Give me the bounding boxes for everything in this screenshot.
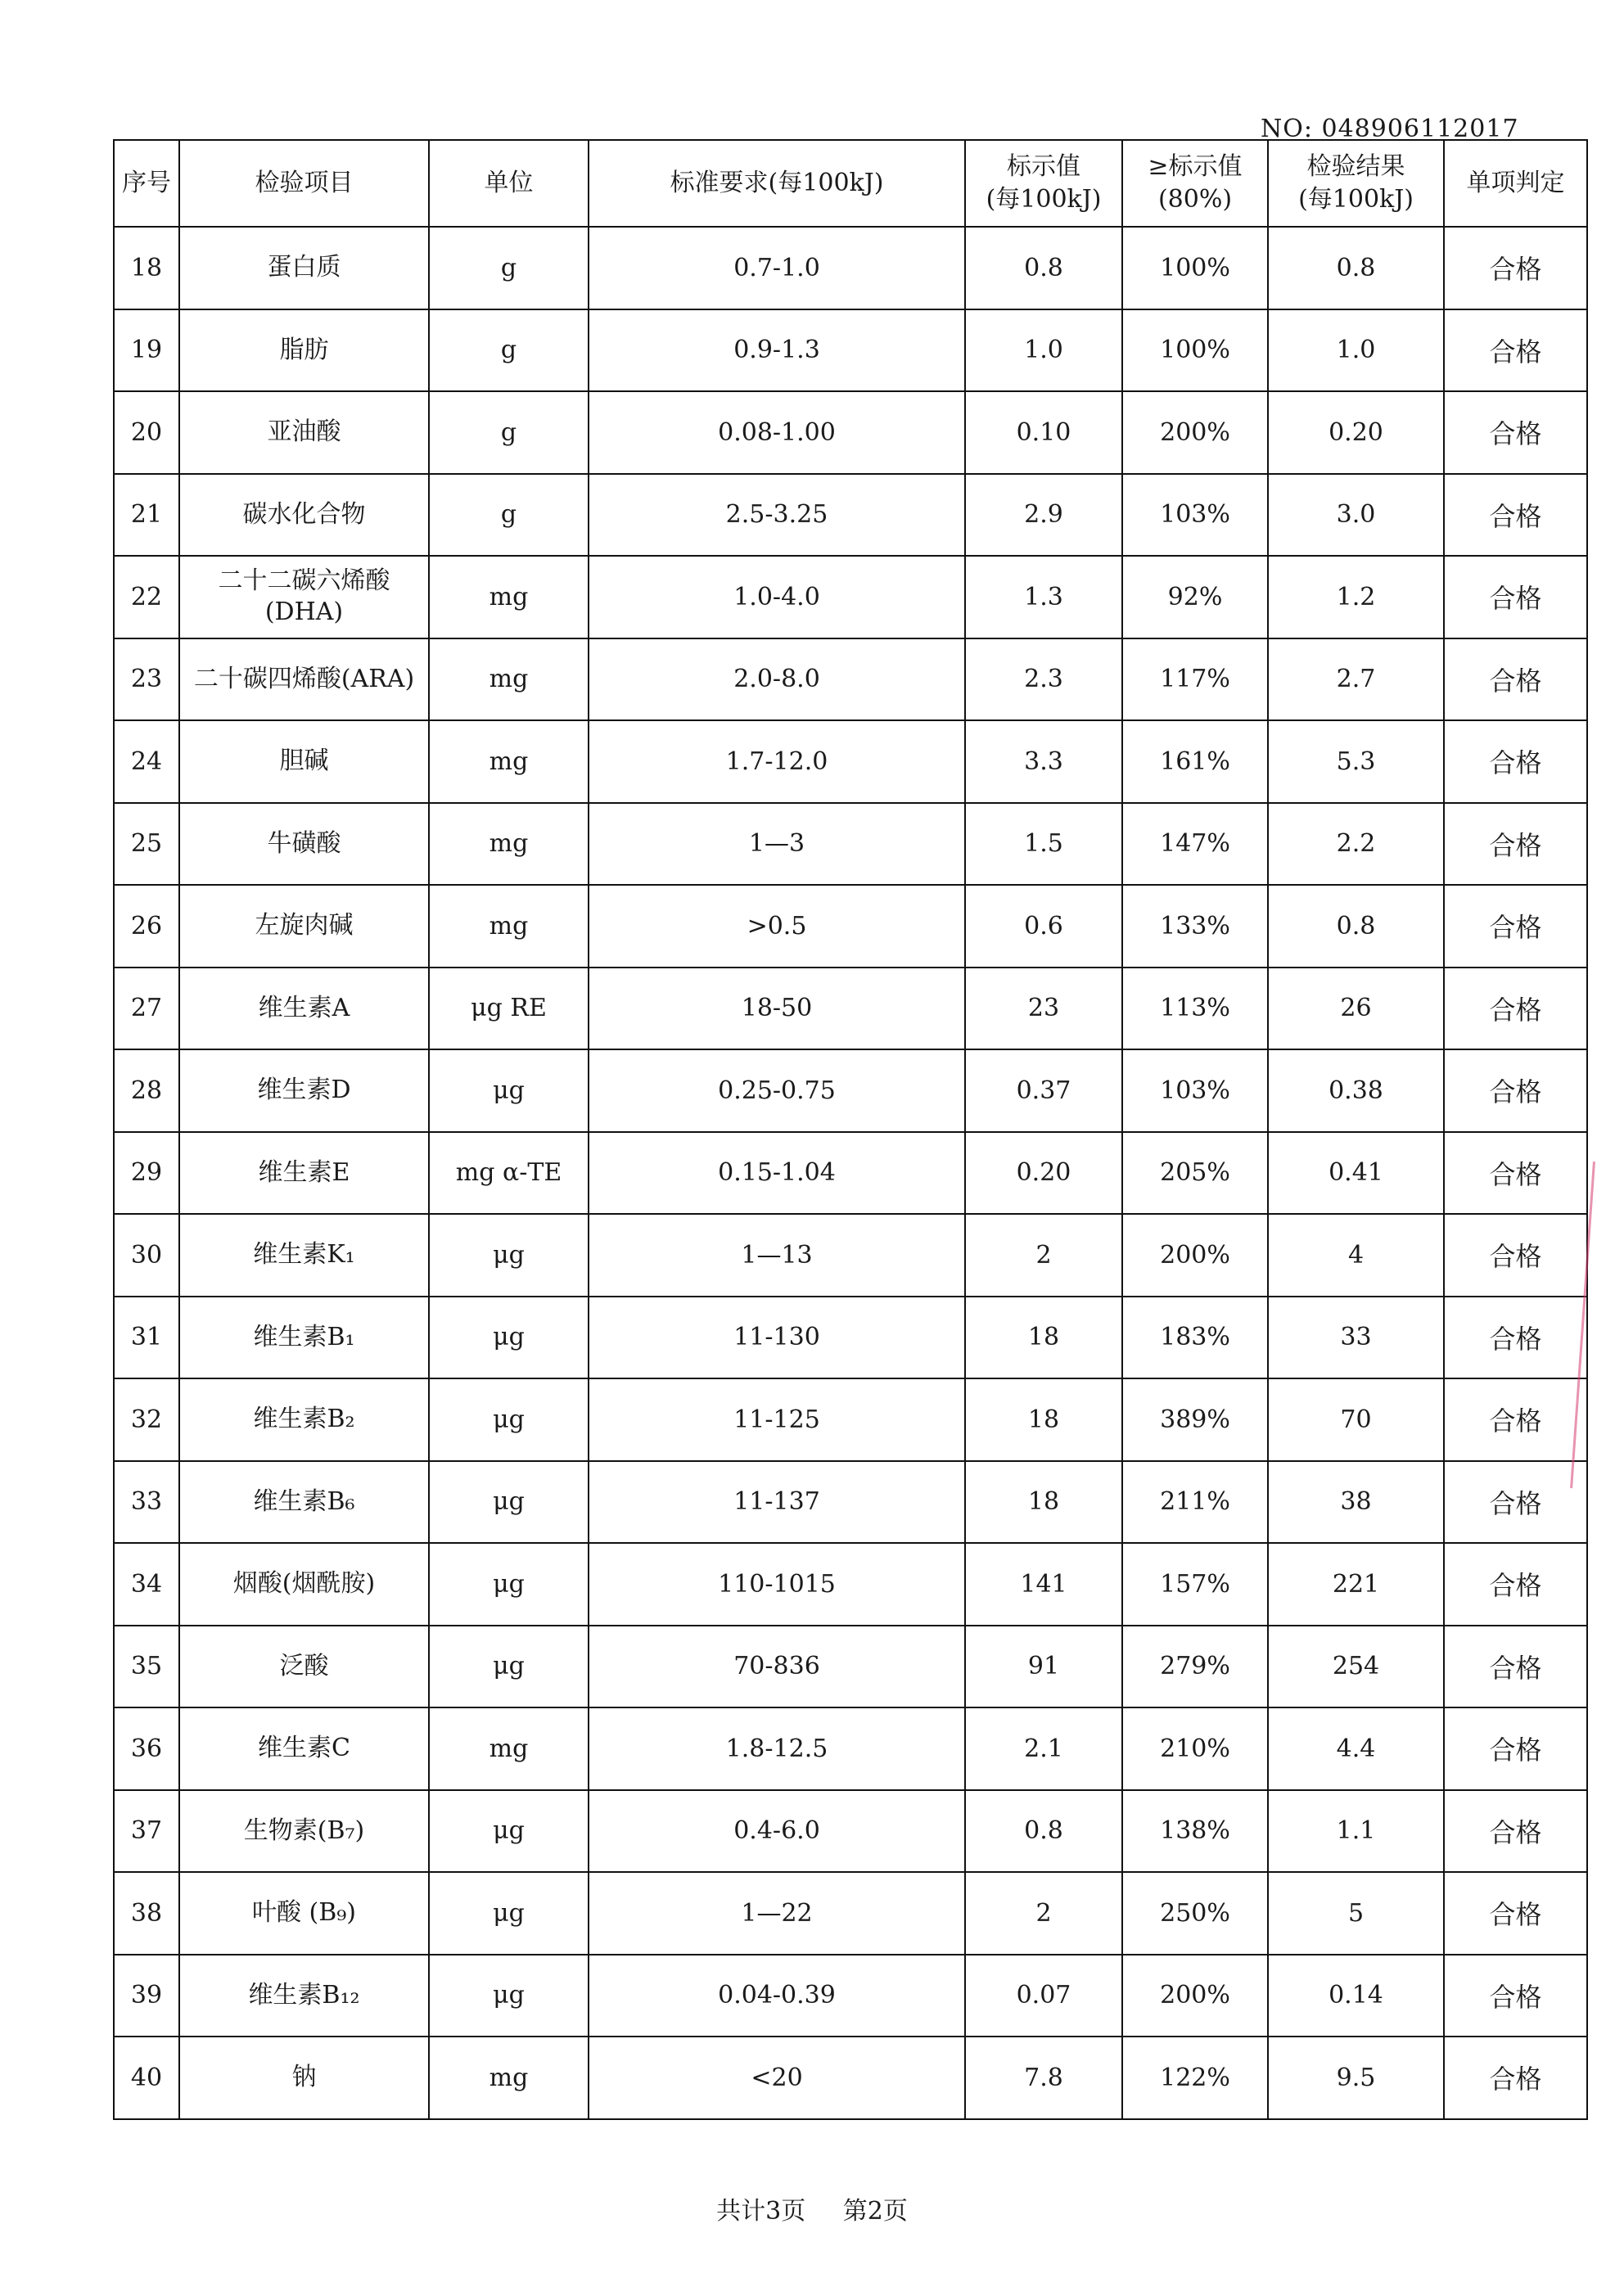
cell-ratio: 103%: [1122, 474, 1268, 557]
cell-labeled: 1.0: [965, 309, 1122, 392]
cell-standard: 11-137: [589, 1461, 965, 1544]
cell-result: 1.1: [1268, 1790, 1444, 1873]
cell-unit: mg α-TE: [429, 1132, 589, 1215]
cell-standard: 1.8-12.5: [589, 1707, 965, 1790]
header-labeled: 标示值 (每100kJ): [965, 140, 1122, 227]
cell-labeled: 1.3: [965, 556, 1122, 638]
cell-unit: μg RE: [429, 968, 589, 1050]
cell-labeled: 0.8: [965, 1790, 1122, 1873]
table-row: [114, 1297, 1587, 1379]
cell-seq: 34: [114, 1543, 179, 1626]
cell-ratio: 200%: [1122, 391, 1268, 474]
inspection-table-container: [113, 139, 1586, 2120]
cell-seq: 31: [114, 1297, 179, 1379]
cell-labeled: 7.8: [965, 2037, 1122, 2119]
cell-item: 维生素D: [179, 1049, 429, 1132]
total-pages: 共计3页: [716, 2197, 806, 2226]
table-row: [114, 1049, 1587, 1132]
cell-item: 二十碳四烯酸(ARA): [179, 638, 429, 721]
cell-item: 维生素C: [179, 1707, 429, 1790]
cell-ratio: 205%: [1122, 1132, 1268, 1215]
cell-result: 26: [1268, 968, 1444, 1050]
cell-labeled: 0.37: [965, 1049, 1122, 1132]
cell-labeled: 23: [965, 968, 1122, 1050]
cell-result: 70: [1268, 1378, 1444, 1461]
cell-item: 脂肪: [179, 309, 429, 392]
cell-item: 泛酸: [179, 1626, 429, 1708]
cell-standard: 1—22: [589, 1872, 965, 1955]
cell-unit: μg: [429, 1790, 589, 1873]
header-seq: 序号: [114, 140, 179, 227]
table-row: [114, 1872, 1587, 1955]
cell-seq: 37: [114, 1790, 179, 1873]
cell-seq: 27: [114, 968, 179, 1050]
cell-labeled: 2: [965, 1872, 1122, 1955]
cell-verdict: 合格: [1444, 1132, 1587, 1215]
cell-labeled: 3.3: [965, 720, 1122, 803]
cell-ratio: 133%: [1122, 885, 1268, 968]
table-row: [114, 968, 1587, 1050]
cell-verdict: 合格: [1444, 1707, 1587, 1790]
cell-ratio: 147%: [1122, 803, 1268, 886]
cell-unit: g: [429, 227, 589, 309]
cell-ratio: 250%: [1122, 1872, 1268, 1955]
cell-unit: μg: [429, 1297, 589, 1379]
cell-item: 牛磺酸: [179, 803, 429, 886]
cell-seq: 19: [114, 309, 179, 392]
cell-standard: 1—13: [589, 1214, 965, 1297]
cell-standard: 70-836: [589, 1626, 965, 1708]
cell-ratio: 100%: [1122, 309, 1268, 392]
cell-unit: g: [429, 309, 589, 392]
cell-result: 2.2: [1268, 803, 1444, 886]
cell-verdict: 合格: [1444, 309, 1587, 392]
cell-labeled: 0.20: [965, 1132, 1122, 1215]
cell-standard: 0.04-0.39: [589, 1955, 965, 2037]
table-row: [114, 1214, 1587, 1297]
cell-unit: mg: [429, 638, 589, 721]
cell-result: 5.3: [1268, 720, 1444, 803]
cell-item: 胆碱: [179, 720, 429, 803]
cell-verdict: 合格: [1444, 2037, 1587, 2119]
table-row: [114, 1955, 1587, 2037]
cell-seq: 29: [114, 1132, 179, 1215]
cell-standard: 11-130: [589, 1297, 965, 1379]
cell-seq: 32: [114, 1378, 179, 1461]
table-row: [114, 391, 1587, 474]
cell-ratio: 122%: [1122, 2037, 1268, 2119]
table-row: [114, 1626, 1587, 1708]
current-page: 第2页: [842, 2197, 908, 2226]
cell-labeled: 0.6: [965, 885, 1122, 968]
cell-verdict: 合格: [1444, 720, 1587, 803]
cell-standard: 0.4-6.0: [589, 1790, 965, 1873]
cell-verdict: 合格: [1444, 1461, 1587, 1544]
cell-standard: 1.7-12.0: [589, 720, 965, 803]
table-row: [114, 474, 1587, 557]
cell-verdict: 合格: [1444, 1872, 1587, 1955]
cell-standard: 0.08-1.00: [589, 391, 965, 474]
cell-seq: 35: [114, 1626, 179, 1708]
cell-verdict: 合格: [1444, 968, 1587, 1050]
cell-item: 维生素B₂: [179, 1378, 429, 1461]
cell-labeled: 2: [965, 1214, 1122, 1297]
cell-unit: μg: [429, 1049, 589, 1132]
cell-unit: mg: [429, 556, 589, 638]
cell-standard: 11-125: [589, 1378, 965, 1461]
cell-verdict: 合格: [1444, 1955, 1587, 2037]
cell-unit: μg: [429, 1955, 589, 2037]
cell-verdict: 合格: [1444, 1790, 1587, 1873]
cell-result: 0.8: [1268, 227, 1444, 309]
cell-labeled: 18: [965, 1461, 1122, 1544]
cell-result: 254: [1268, 1626, 1444, 1708]
cell-unit: g: [429, 391, 589, 474]
table-row: [114, 309, 1587, 392]
cell-seq: 18: [114, 227, 179, 309]
cell-item: 生物素(B₇): [179, 1790, 429, 1873]
table-row: [114, 885, 1587, 968]
cell-standard: 0.7-1.0: [589, 227, 965, 309]
inspection-table: [113, 139, 1588, 2120]
cell-result: 3.0: [1268, 474, 1444, 557]
cell-ratio: 279%: [1122, 1626, 1268, 1708]
cell-standard: <20: [589, 2037, 965, 2119]
cell-standard: 1.0-4.0: [589, 556, 965, 638]
header-unit: 单位: [429, 140, 589, 227]
cell-seq: 22: [114, 556, 179, 638]
cell-unit: mg: [429, 885, 589, 968]
cell-unit: mg: [429, 2037, 589, 2119]
cell-unit: mg: [429, 720, 589, 803]
cell-seq: 23: [114, 638, 179, 721]
cell-labeled: 91: [965, 1626, 1122, 1708]
cell-standard: 18-50: [589, 968, 965, 1050]
cell-unit: μg: [429, 1378, 589, 1461]
table-row: [114, 1543, 1587, 1626]
cell-seq: 24: [114, 720, 179, 803]
cell-unit: mg: [429, 803, 589, 886]
cell-seq: 30: [114, 1214, 179, 1297]
cell-unit: μg: [429, 1543, 589, 1626]
cell-verdict: 合格: [1444, 1049, 1587, 1132]
cell-item: 维生素B₁₂: [179, 1955, 429, 2037]
cell-result: 9.5: [1268, 2037, 1444, 2119]
cell-labeled: 141: [965, 1543, 1122, 1626]
cell-item: 左旋肉碱: [179, 885, 429, 968]
cell-ratio: 113%: [1122, 968, 1268, 1050]
cell-unit: g: [429, 474, 589, 557]
cell-labeled: 18: [965, 1378, 1122, 1461]
report-number: NO: 048906112017: [1261, 115, 1519, 143]
cell-verdict: 合格: [1444, 1626, 1587, 1708]
cell-verdict: 合格: [1444, 227, 1587, 309]
cell-labeled: 0.8: [965, 227, 1122, 309]
cell-result: 0.8: [1268, 885, 1444, 968]
cell-verdict: 合格: [1444, 803, 1587, 886]
header-result: 检验结果 (每100kJ): [1268, 140, 1444, 227]
cell-item: 维生素B₁: [179, 1297, 429, 1379]
cell-ratio: 389%: [1122, 1378, 1268, 1461]
table-row: [114, 803, 1587, 886]
cell-verdict: 合格: [1444, 556, 1587, 638]
header-item: 检验项目: [179, 140, 429, 227]
cell-item: 蛋白质: [179, 227, 429, 309]
cell-ratio: 210%: [1122, 1707, 1268, 1790]
cell-result: 221: [1268, 1543, 1444, 1626]
table-row: [114, 1461, 1587, 1544]
cell-verdict: 合格: [1444, 1297, 1587, 1379]
cell-result: 0.41: [1268, 1132, 1444, 1215]
cell-item: 维生素K₁: [179, 1214, 429, 1297]
cell-ratio: 211%: [1122, 1461, 1268, 1544]
cell-result: 0.20: [1268, 391, 1444, 474]
cell-standard: 2.0-8.0: [589, 638, 965, 721]
cell-item: 亚油酸: [179, 391, 429, 474]
table-row: [114, 556, 1587, 638]
cell-labeled: 18: [965, 1297, 1122, 1379]
cell-result: 4: [1268, 1214, 1444, 1297]
cell-ratio: 103%: [1122, 1049, 1268, 1132]
cell-seq: 26: [114, 885, 179, 968]
cell-labeled: 0.07: [965, 1955, 1122, 2037]
cell-item: 二十二碳六烯酸 (DHA): [179, 556, 429, 638]
cell-ratio: 183%: [1122, 1297, 1268, 1379]
table-row: [114, 1378, 1587, 1461]
cell-item: 叶酸 (B₉): [179, 1872, 429, 1955]
cell-verdict: 合格: [1444, 638, 1587, 721]
cell-result: 4.4: [1268, 1707, 1444, 1790]
header-ratio: ≥标示值 (80%): [1122, 140, 1268, 227]
cell-unit: μg: [429, 1214, 589, 1297]
cell-seq: 28: [114, 1049, 179, 1132]
cell-seq: 39: [114, 1955, 179, 2037]
table-row: [114, 2037, 1587, 2119]
cell-verdict: 合格: [1444, 1543, 1587, 1626]
cell-result: 38: [1268, 1461, 1444, 1544]
cell-result: 0.38: [1268, 1049, 1444, 1132]
cell-item: 维生素B₆: [179, 1461, 429, 1544]
cell-item: 钠: [179, 2037, 429, 2119]
cell-standard: 0.25-0.75: [589, 1049, 965, 1132]
cell-result: 0.14: [1268, 1955, 1444, 2037]
cell-seq: 21: [114, 474, 179, 557]
cell-standard: 0.9-1.3: [589, 309, 965, 392]
table-row: [114, 1790, 1587, 1873]
cell-verdict: 合格: [1444, 1378, 1587, 1461]
cell-seq: 25: [114, 803, 179, 886]
cell-unit: μg: [429, 1626, 589, 1708]
cell-seq: 40: [114, 2037, 179, 2119]
cell-ratio: 100%: [1122, 227, 1268, 309]
cell-ratio: 161%: [1122, 720, 1268, 803]
cell-labeled: 2.1: [965, 1707, 1122, 1790]
header-verdict: 单项判定: [1444, 140, 1587, 227]
cell-unit: μg: [429, 1461, 589, 1544]
table-row: [114, 720, 1587, 803]
table-row: [114, 1707, 1587, 1790]
cell-ratio: 92%: [1122, 556, 1268, 638]
table-row: [114, 1132, 1587, 1215]
cell-item: 烟酸(烟酰胺): [179, 1543, 429, 1626]
cell-result: 33: [1268, 1297, 1444, 1379]
cell-ratio: 200%: [1122, 1214, 1268, 1297]
cell-ratio: 117%: [1122, 638, 1268, 721]
cell-unit: mg: [429, 1707, 589, 1790]
cell-labeled: 1.5: [965, 803, 1122, 886]
cell-ratio: 157%: [1122, 1543, 1268, 1626]
cell-seq: 38: [114, 1872, 179, 1955]
cell-labeled: 2.3: [965, 638, 1122, 721]
cell-verdict: 合格: [1444, 474, 1587, 557]
cell-result: 1.2: [1268, 556, 1444, 638]
cell-result: 5: [1268, 1872, 1444, 1955]
cell-standard: 2.5-3.25: [589, 474, 965, 557]
table-row: [114, 638, 1587, 721]
table-row: [114, 227, 1587, 309]
cell-standard: 1—3: [589, 803, 965, 886]
cell-standard: >0.5: [589, 885, 965, 968]
cell-standard: 0.15-1.04: [589, 1132, 965, 1215]
cell-item: 维生素A: [179, 968, 429, 1050]
cell-ratio: 200%: [1122, 1955, 1268, 2037]
cell-item: 维生素E: [179, 1132, 429, 1215]
cell-seq: 36: [114, 1707, 179, 1790]
cell-verdict: 合格: [1444, 391, 1587, 474]
cell-seq: 33: [114, 1461, 179, 1544]
cell-standard: 110-1015: [589, 1543, 965, 1626]
cell-seq: 20: [114, 391, 179, 474]
page-footer: [0, 2190, 1624, 2226]
table-header-row: [114, 140, 1587, 227]
cell-verdict: 合格: [1444, 1214, 1587, 1297]
cell-unit: μg: [429, 1872, 589, 1955]
cell-result: 1.0: [1268, 309, 1444, 392]
cell-ratio: 138%: [1122, 1790, 1268, 1873]
cell-result: 2.7: [1268, 638, 1444, 721]
header-standard: 标准要求(每100kJ): [589, 140, 965, 227]
cell-item: 碳水化合物: [179, 474, 429, 557]
table-body: [114, 227, 1587, 2119]
cell-verdict: 合格: [1444, 885, 1587, 968]
cell-labeled: 0.10: [965, 391, 1122, 474]
cell-labeled: 2.9: [965, 474, 1122, 557]
